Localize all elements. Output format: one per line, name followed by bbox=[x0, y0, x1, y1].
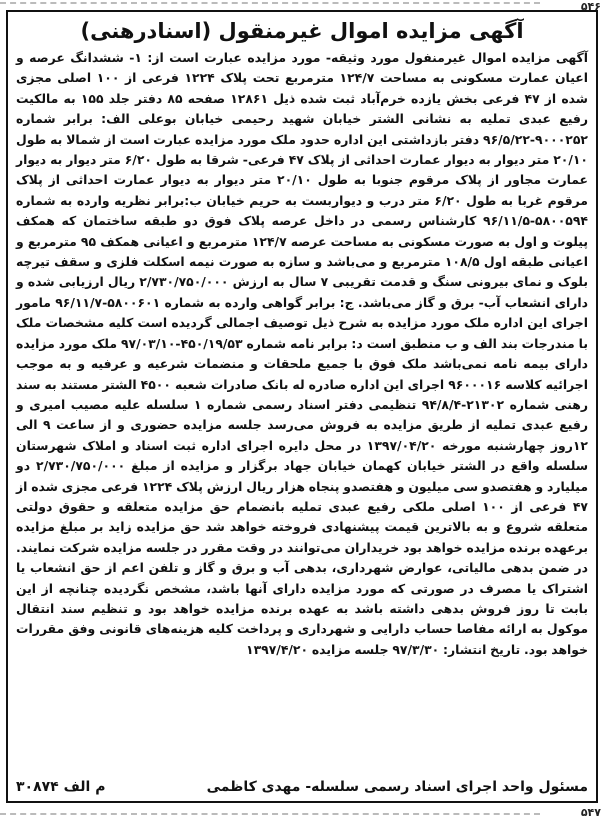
bottom-dashed-separator bbox=[0, 813, 540, 815]
top-dashed-separator bbox=[0, 2, 540, 4]
notice-title: آگهی مزایده اموال غیرمنقول (اسنادرهنی) bbox=[80, 19, 524, 43]
notice-signature: مسئول واحد اجرای اسناد رسمی سلسله- مهدی کاظمی bbox=[206, 779, 588, 795]
notice-footer bbox=[16, 779, 588, 795]
auction-notice bbox=[6, 10, 598, 803]
notice-reference: م الف ۳۰۸۷۴ bbox=[16, 779, 106, 795]
page-number-top: ۵۴۶ bbox=[580, 0, 601, 13]
notice-body: آگهی مزایده اموال غیرمنفول مورد وثیقه- مورد مزایده عبارت است از: ۱- ششدانگ عرصه و اعیان عمارت مسکونی به مساحت ۱۲۴/۷ مترمربع تحت پلاک ۱۲۲۴ فرعی از ۱۰۰ اصلی مجزی شده از ۴۷ فرعی بخش یازده خرم‌آباد ثبت شده ذیل ۱۲۸۶۱ صفحه ۸۵ دفتر جلد ۱۵۵ به مالکیت رفیع عبدی تملیه به نشانی الشتر خیابان شهید رحیمی خیابان بوعلی الف: برابر شماره ۹۰۰۰۲۵۲-۹۶/۵/۲۲ دفتر بازداشتی این اداره حدود ملک مورد مزایده عبارت است از شمالا به طول ۲۰/۱۰ متر دیوار به دیوار عمارت احداثی از پلاک ۴۷ فرعی- شرقا به طول ۶/۲۰ متر دیوار به دیوار عمارت مجاور از پلاک مرقوم جنوبا به طول ۲۰/۱۰ متر دیوار به دیوار عمارت احداثی از پلاک مرقوم غربا به طول ۶/۲۰ متر درب و دیواربست به حریم خیابان ب:برابر نظریه وارده به شماره ۵۸۰۰۵۹۴-۹۶/۱۱/۵ کارشناس رسمی در داخل عرصه پلاک فوق دو طبقه ساختمان که همکف پیلوت و اول به صورت مسکونی به مساحت عرصه ۱۲۴/۷ مترمربع و اعیانی همکف ۹۵ مترمربع و اعیانی طبقه اول ۱۰۸/۵ مترمربع و می‌باشد و سازه به صورت نیمه اسکلت فلزی و سقف تیرچه بلوک و نمای بیرونی سنگ و قدمت تقریبی ۷ سال به ارزش ۲/۷۳۰/۷۵۰/۰۰۰ ریال ارزیابی شده و دارای انشعاب آب- برق و گاز می‌باشد. ج: برابر گواهی وارده به شماره ۵۸۰۰۶۰۱-۹۶/۱۱/۷ مامور اجرای این اداره ملک مورد مزایده به شرح ذیل توصیف اجمالی گردیده است کلیه مشخصات ملک با مندرجات بند الف و ب منطبق است د: برابر نامه شماره ۴۵۰/۱۹/۵۳-۹۷/۰۳/۱۰ ملک مورد مزایده دارای بیمه نامه نمی‌باشد ملک فوق با جمیع ملحقات و منضمات شرعیه و عرفیه و به موجب اجرائیه کلاسه ۹۶۰۰۰۱۶ اجرای این اداره صادره له بانک صادرات شعبه ۴۵۰۰ الشتر مستند به سند رهنی شماره ۲۱۳۰۲-۹۴/۸/۴ تنظیمی دفتر اسناد رسمی شماره ۱ سلسله علیه مصیب امیری و رفیع عبدی تملیه از طریق مزایده به فروش می‌رسد جلسه مزایده حضوری و از ساعت ۹ الی ۱۲روز چهارشنبه مورخه ۱۳۹۷/۰۴/۲۰ در محل دایره اجرای اداره ثبت اسناد و املاک شهرستان سلسله واقع در الشتر خیابان کهمان خیابان جهاد برگزار و مزایده از مبلغ ۲/۷۳۰/۷۵۰/۰۰۰ دو میلیارد و هفتصدو سی میلیون و هفتصدو پنجاه هزار ریال ارزش پلاک ۱۲۲۴ فرعی مجزی شده از ۴۷ فرعی از ۱۰۰ اصلی ملکی رفیع عبدی تملیه بانضمام حق مزایده متعلقه و حقوق دولتی متعلقه شروع و به بالاترین قیمت پیشنهادی فروخته خواهد شد حق مزایده زاید بر مبلغ مزایده برعهده برنده مزایده خواهد بود خریداران می‌توانند در وقت مقرر در جلسه مزایده شرکت نمایند. در ضمن بدهی مالیاتی، عوارض شهرداری، بدهی آب و برق و گاز و تلفن اعم از حق انشعاب یا اشتراک یا مصرف در صورتی که مورد مزایده دارای آنها باشد، مشخص نگردیده چنانچه از این بابت تا روز فروش بدهی داشته باشد به عهده برنده مزایده خواهد بود و تنظیم سند انتقال موکول به ارائه مفاصا حساب دارایی و شهرداری و پرداخت کلیه هزینه‌های قانونی وفق مقررات خواهد بود. تاریخ انتشار: ۹۷/۳/۳۰ جلسه مزایده ۱۳۹۷/۴/۲۰ bbox=[16, 50, 589, 657]
page-number-bottom: ۵۴۷ bbox=[580, 806, 601, 819]
